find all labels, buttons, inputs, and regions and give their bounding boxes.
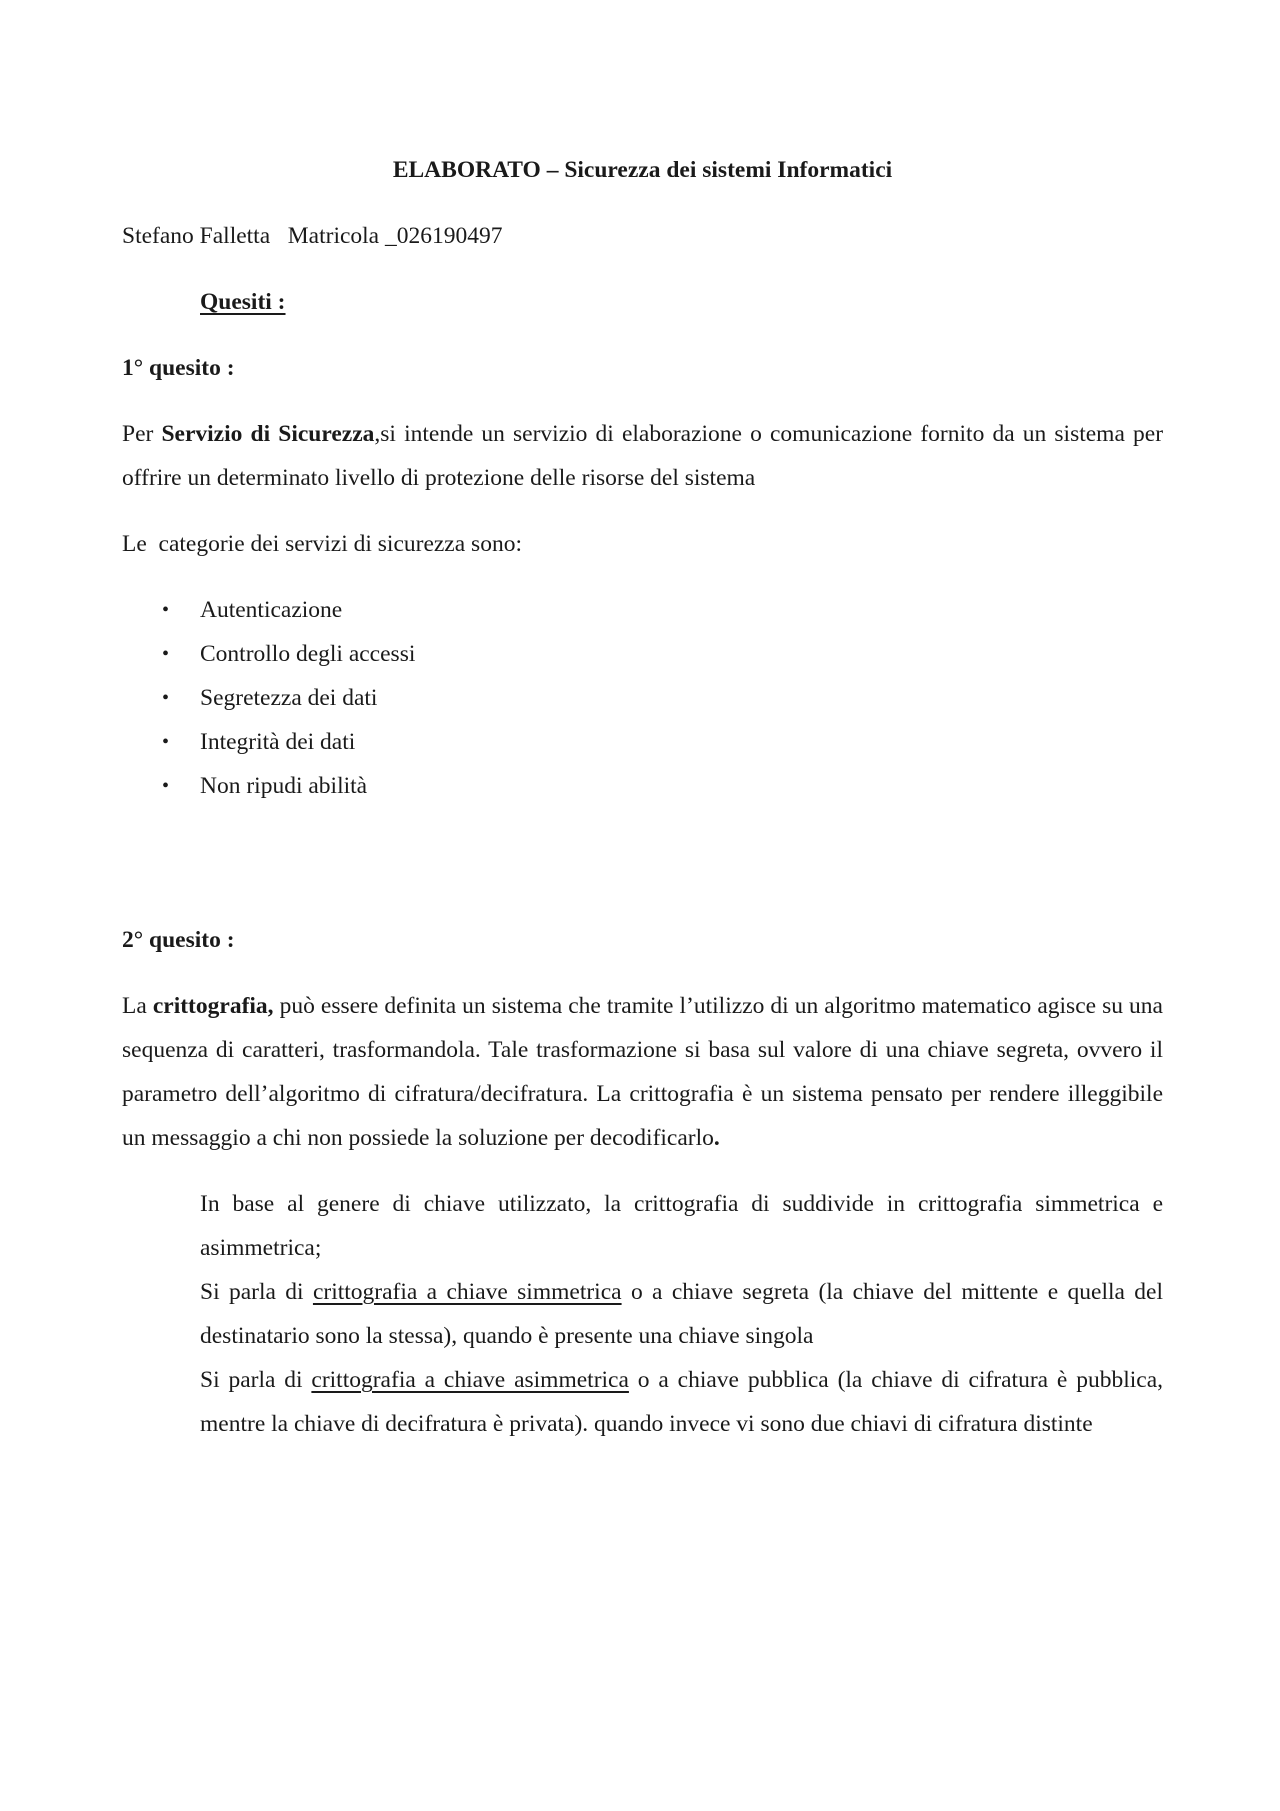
document-title: ELABORATO – Sicurezza dei sistemi Informatici (392, 157, 893, 183)
q2-p1-prefix: La (122, 993, 153, 1019)
list-item (122, 764, 1163, 808)
q2-p3-rest: o a chiave segreta (la chiave del mittente e quella del destinatario sono la stessa), quando è presente una chiave singola (200, 1279, 1164, 1349)
list-item-label: Integrità dei dati (200, 729, 356, 755)
quesiti-heading: Quesiti : (200, 289, 286, 315)
q1-categories-list (122, 588, 1163, 808)
q2-p3-prefix: Si parla di (200, 1279, 313, 1305)
q2-paragraph-3 (200, 1270, 1163, 1358)
q2-paragraph-2: In base al genere di chiave utilizzato, la crittografia di suddivide in crittografia simmetrica e asimmetrica; (200, 1191, 1163, 1261)
q2-indented-block (200, 1182, 1163, 1446)
list-item-label: Segretezza dei dati (200, 685, 378, 711)
q2-heading: 2° quesito : (122, 927, 235, 953)
list-item (122, 720, 1163, 764)
q1-intro-prefix: Per (122, 421, 162, 447)
list-item-label: Controllo degli accessi (200, 641, 416, 667)
list-item-label: Autenticazione (200, 597, 343, 623)
q2-paragraph-1 (122, 984, 1163, 1160)
q1-heading: 1° quesito : (122, 355, 235, 381)
bullet-icon: • (162, 643, 170, 665)
list-item-label: Non ripudi abilità (200, 773, 368, 799)
q2-p4-prefix: Si parla di (200, 1367, 312, 1393)
q2-paragraph-4 (200, 1358, 1163, 1446)
matricola: Matricola _026190497 (287, 223, 503, 249)
q1-categories-intro: Le categorie dei servizi di sicurezza sono: (122, 531, 522, 557)
bullet-icon: • (162, 599, 170, 621)
bullet-icon: • (162, 775, 170, 797)
q2-p4-rest: o a chiave pubblica (la chiave di cifratura è pubblica, mentre la chiave di decifratura è privata). quando invece vi sono due chiavi di cifratura distinte (200, 1367, 1164, 1437)
q2-p1-end: . (713, 1125, 720, 1151)
q1-intro-paragraph (122, 412, 1163, 500)
list-item (122, 588, 1163, 632)
q2-p3-underline: crittografia a chiave simmetrica (312, 1279, 622, 1305)
list-item (122, 632, 1163, 676)
bullet-icon: • (162, 731, 170, 753)
q1-intro-rest: ,si intende un servizio di elaborazione o comunicazione fornito da un sistema per offrire un determinato livello di protezione delle risorse del sistema (122, 421, 1164, 491)
q2-p1-rest: può essere definita un sistema che tramite l’utilizzo di un algoritmo matematico agisce su una sequenza di caratteri, trasformandola. Tale trasformazione si basa sul valore di una chiave segreta, ovvero il parametro dell’algoritmo di cifratura/decifratura. La crittografia è un sistema pensato per rendere illeggibile un messaggio a chi non possiede la soluzione per decodificarlo (122, 993, 1163, 1151)
q2-p1-bold: crittografia, (152, 993, 274, 1019)
author-name: Stefano Falletta (122, 223, 271, 249)
author-line (122, 214, 1163, 258)
q2-p4-underline: crittografia a chiave asimmetrica (311, 1367, 629, 1393)
list-item (122, 676, 1163, 720)
bullet-icon: • (162, 687, 170, 709)
q1-intro-bold: Servizio di Sicurezza (161, 421, 375, 447)
